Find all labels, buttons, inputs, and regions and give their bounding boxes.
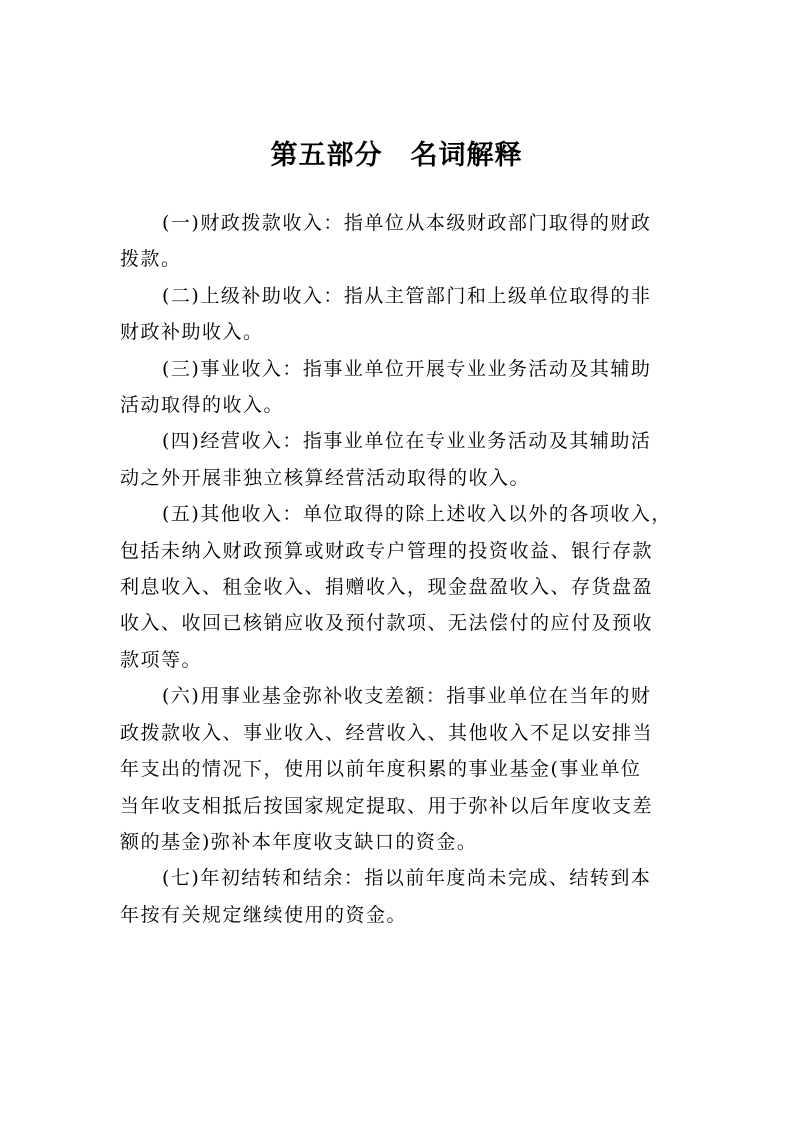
paragraph-1 — [120, 205, 680, 278]
paragraph-line: 包括未纳入财政预算或财政专户管理的投资收益、银行存款 — [120, 539, 654, 562]
paragraph-line: (七)年初结转和结余：指以前年度尚未完成、结转到本 — [162, 867, 652, 890]
paragraph-line: (六)用事业基金弥补收支差额：指事业单位在当年的财 — [162, 685, 652, 708]
paragraph-5 — [120, 496, 680, 678]
paragraph-line: 利息收入、租金收入、捐赠收入，现金盘盈收入、存货盘盈 — [120, 576, 654, 599]
paragraph-line: 当年收支相抵后按国家规定提取、用于弥补以后年度收支差 — [120, 794, 654, 817]
paragraph-line: 拨款。 — [120, 248, 182, 271]
paragraph-line: 年支出的情况下，使用以前年度积累的事业基金(事业单位 — [120, 758, 642, 781]
paragraph-line: (四)经营收入：指事业单位在专业业务活动及其辅助活 — [162, 430, 652, 453]
paragraph-line: 活动取得的收入。 — [120, 394, 285, 417]
paragraph-3 — [120, 351, 680, 424]
document-body — [120, 205, 680, 933]
page-title: 第五部分 名词解释 — [270, 140, 523, 171]
paragraph-line: 财政补助收入。 — [120, 321, 264, 344]
paragraph-line: (二)上级补助收入：指从主管部门和上级单位取得的非 — [162, 284, 652, 307]
paragraph-2 — [120, 278, 680, 351]
paragraph-line: (一)财政拨款收入：指单位从本级财政部门取得的财政 — [162, 212, 652, 234]
paragraph-line: (三)事业收入：指事业单位开展专业业务活动及其辅助 — [162, 357, 652, 380]
paragraph-line: 额的基金)弥补本年度收支缺口的资金。 — [120, 830, 478, 853]
paragraph-line: 年按有关规定继续使用的资金。 — [120, 903, 408, 926]
paragraph-line: 款项等。 — [120, 648, 203, 671]
paragraph-line: 动之外开展非独立核算经营活动取得的收入。 — [120, 466, 531, 489]
paragraph-6 — [120, 678, 680, 860]
paragraph-line: 政拨款收入、事业收入、经营收入、其他收入不足以安排当 — [120, 721, 654, 744]
paragraph-line: 收入、收回已核销应收及预付款项、无法偿付的应付及预收 — [120, 612, 654, 635]
paragraph-7 — [120, 860, 680, 933]
paragraph-4 — [120, 423, 680, 496]
paragraph-line: (五)其他收入：单位取得的除上述收入以外的各项收入， — [162, 503, 672, 526]
